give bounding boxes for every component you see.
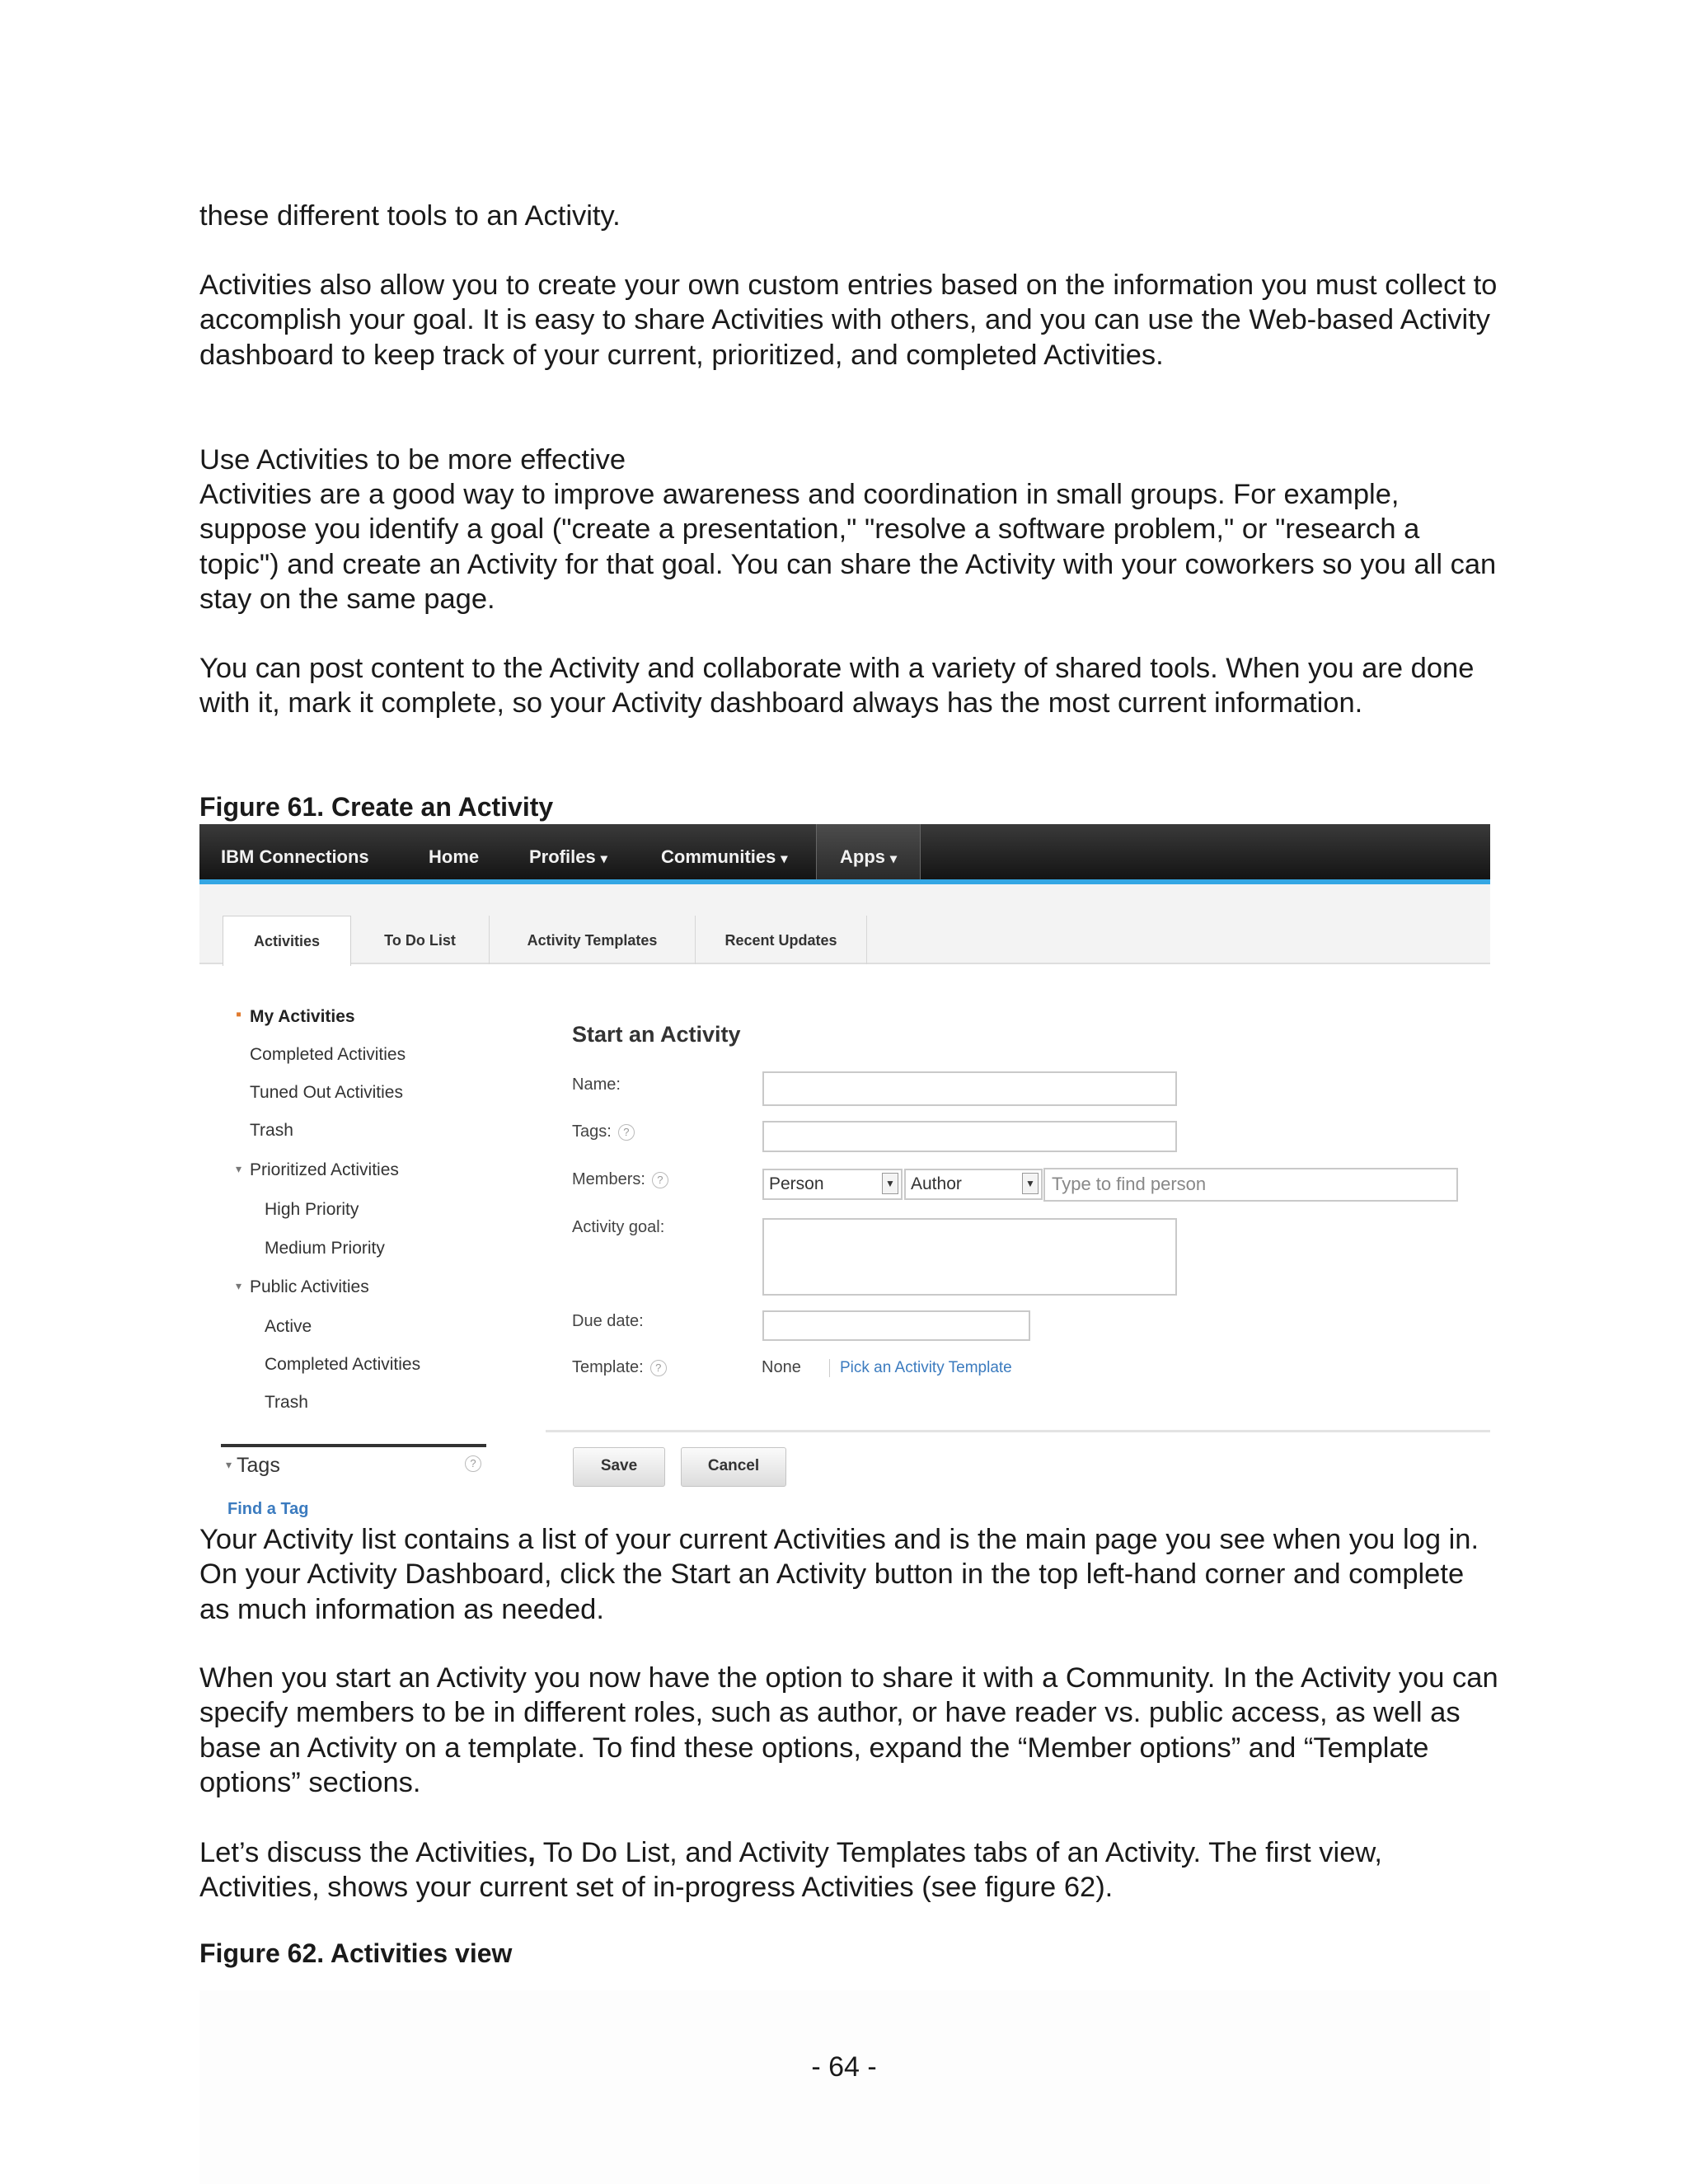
collapse-triangle-icon[interactable]: ▾ (236, 1279, 242, 1292)
chevron-down-icon: ▼ (1022, 1173, 1039, 1194)
tab-activity-templates[interactable]: Activity Templates (490, 916, 696, 964)
tags-label-row (572, 1122, 635, 1141)
chevron-down-icon: ▾ (600, 852, 607, 866)
nav-communities-label: Communities (661, 846, 776, 867)
sidebar-item-high-priority[interactable]: High Priority (265, 1200, 359, 1219)
activity-goal-label: Activity goal: (572, 1218, 665, 1236)
nav-profiles[interactable] (529, 824, 607, 879)
activity-goal-textarea[interactable] (762, 1218, 1177, 1296)
top-navigation-bar (199, 824, 1490, 884)
tab-recent-updates[interactable]: Recent Updates (696, 916, 867, 964)
figure-62-placeholder (199, 1990, 1490, 2184)
paragraph-intro-end: these different tools to an Activity. (199, 200, 621, 232)
collapse-triangle-icon: ▾ (226, 1458, 232, 1471)
paragraph-discuss-tabs-comma: , (528, 1837, 536, 1868)
find-a-tag-link[interactable]: Find a Tag (227, 1500, 309, 1518)
due-date-label: Due date: (572, 1312, 644, 1330)
sidebar-item-tuned-out[interactable]: Tuned Out Activities (250, 1083, 403, 1102)
tab-activities[interactable]: Activities (223, 916, 351, 966)
page-number: - 64 - (811, 2051, 877, 2083)
paragraph-share-community: When you start an Activity you now have the option to share it with a Community. In the Activity you can specify members to be in different roles, such as author, or have reader vs. public access, as well as base an Activity on a template. To find these options, expand the “Member options” and “Template options” sections. (199, 1662, 1498, 1798)
nav-apps[interactable] (816, 824, 921, 879)
paragraph-discuss-tabs-c: To Do List, and Activity Templates tabs of an Activity. The first view, Activities, shows your current set of in-progress Activities (see figure 62). (199, 1837, 1382, 1904)
form-title: Start an Activity (572, 1022, 741, 1047)
tab-strip (199, 884, 1490, 964)
paragraph-discuss-tabs-a: Let’s discuss the Activities (199, 1837, 528, 1868)
tags-section-header[interactable] (226, 1454, 280, 1478)
tags-divider (221, 1444, 486, 1447)
sidebar-item-trash[interactable]: Trash (250, 1121, 293, 1140)
pick-template-link[interactable]: Pick an Activity Template (829, 1359, 1012, 1377)
sidebar-item-public-completed[interactable]: Completed Activities (265, 1355, 421, 1374)
form-divider (546, 1430, 1490, 1432)
cancel-button[interactable]: Cancel (681, 1447, 786, 1487)
bullet-icon: ▪ (236, 1005, 242, 1024)
template-label-row (572, 1358, 667, 1377)
member-role-value: Author (911, 1174, 962, 1193)
figure-62-caption: Figure 62. Activities view (199, 1938, 513, 1968)
member-type-value: Person (769, 1174, 824, 1193)
chevron-down-icon: ▼ (882, 1173, 898, 1194)
help-icon[interactable]: ? (652, 1172, 668, 1188)
collapse-triangle-icon[interactable]: ▾ (236, 1162, 242, 1175)
tab-to-do-list[interactable]: To Do List (351, 916, 490, 964)
due-date-input[interactable] (762, 1310, 1030, 1341)
sidebar-item-completed[interactable]: Completed Activities (250, 1045, 406, 1064)
paragraph-post-content: You can post content to the Activity and collaborate with a variety of shared tools. When you are done with it, mark it complete, so your Activity dashboard always has the most current information. (199, 653, 1475, 719)
help-icon[interactable]: ? (618, 1124, 635, 1141)
sidebar-item-public-trash[interactable]: Trash (265, 1393, 308, 1412)
name-label: Name: (572, 1076, 621, 1094)
save-button[interactable]: Save (573, 1447, 665, 1487)
sidebar-item-active[interactable]: Active (265, 1317, 312, 1336)
create-activity-screenshot (199, 824, 1490, 1520)
template-label: Template: (572, 1358, 644, 1376)
paragraph-awareness: Activities are a good way to improve awareness and coordination in small groups. For example, suppose you identify a goal ("create a presentation," "resolve a software problem," or "research a topic") and create an Activity for that goal. You can share the Activity with your coworkers so you all can stay on the same page. (199, 479, 1497, 615)
template-value: None (762, 1358, 801, 1376)
sidebar-item-my-activities[interactable]: My Activities (250, 1007, 355, 1026)
sidebar-item-public[interactable]: Public Activities (250, 1277, 369, 1296)
members-label-row (572, 1170, 668, 1189)
nav-communities[interactable] (661, 824, 787, 879)
member-type-select[interactable] (762, 1169, 903, 1200)
figure-61-caption: Figure 61. Create an Activity (199, 792, 554, 822)
nav-profiles-label: Profiles (529, 846, 596, 867)
sidebar-item-prioritized[interactable]: Prioritized Activities (250, 1160, 399, 1179)
member-role-select[interactable] (904, 1169, 1043, 1200)
members-label: Members: (572, 1170, 645, 1188)
brand-logo[interactable]: IBM Connections (221, 846, 369, 867)
help-icon[interactable]: ? (650, 1360, 667, 1376)
paragraph-activity-list: Your Activity list contains a list of your current Activities and is the main page you see when you log in. On your Activity Dashboard, click the Start an Activity button in the top left-hand corner and complete as much information as needed. (199, 1524, 1479, 1625)
chevron-down-icon: ▾ (890, 852, 898, 866)
tags-title: Tags (237, 1454, 280, 1477)
tags-input[interactable] (762, 1121, 1177, 1152)
section-heading-effective: Use Activities to be more effective (199, 444, 626, 476)
nav-apps-label: Apps (840, 846, 885, 867)
tags-label: Tags: (572, 1122, 612, 1141)
help-icon[interactable]: ? (465, 1455, 481, 1472)
paragraph-custom-entries: Activities also allow you to create your own custom entries based on the information you must collect to accomplish your goal. It is easy to share Activities with others, and you can use the Web-based Activity dashboard to keep track of your current, prioritized, and completed Activities. (199, 269, 1498, 371)
name-input[interactable] (762, 1071, 1177, 1106)
nav-home[interactable]: Home (429, 846, 480, 867)
paragraph-discuss-tabs (199, 1835, 1502, 1905)
chevron-down-icon: ▾ (781, 852, 788, 866)
sidebar-item-medium-priority[interactable]: Medium Priority (265, 1239, 385, 1258)
find-person-input[interactable]: Type to find person (1043, 1168, 1458, 1202)
